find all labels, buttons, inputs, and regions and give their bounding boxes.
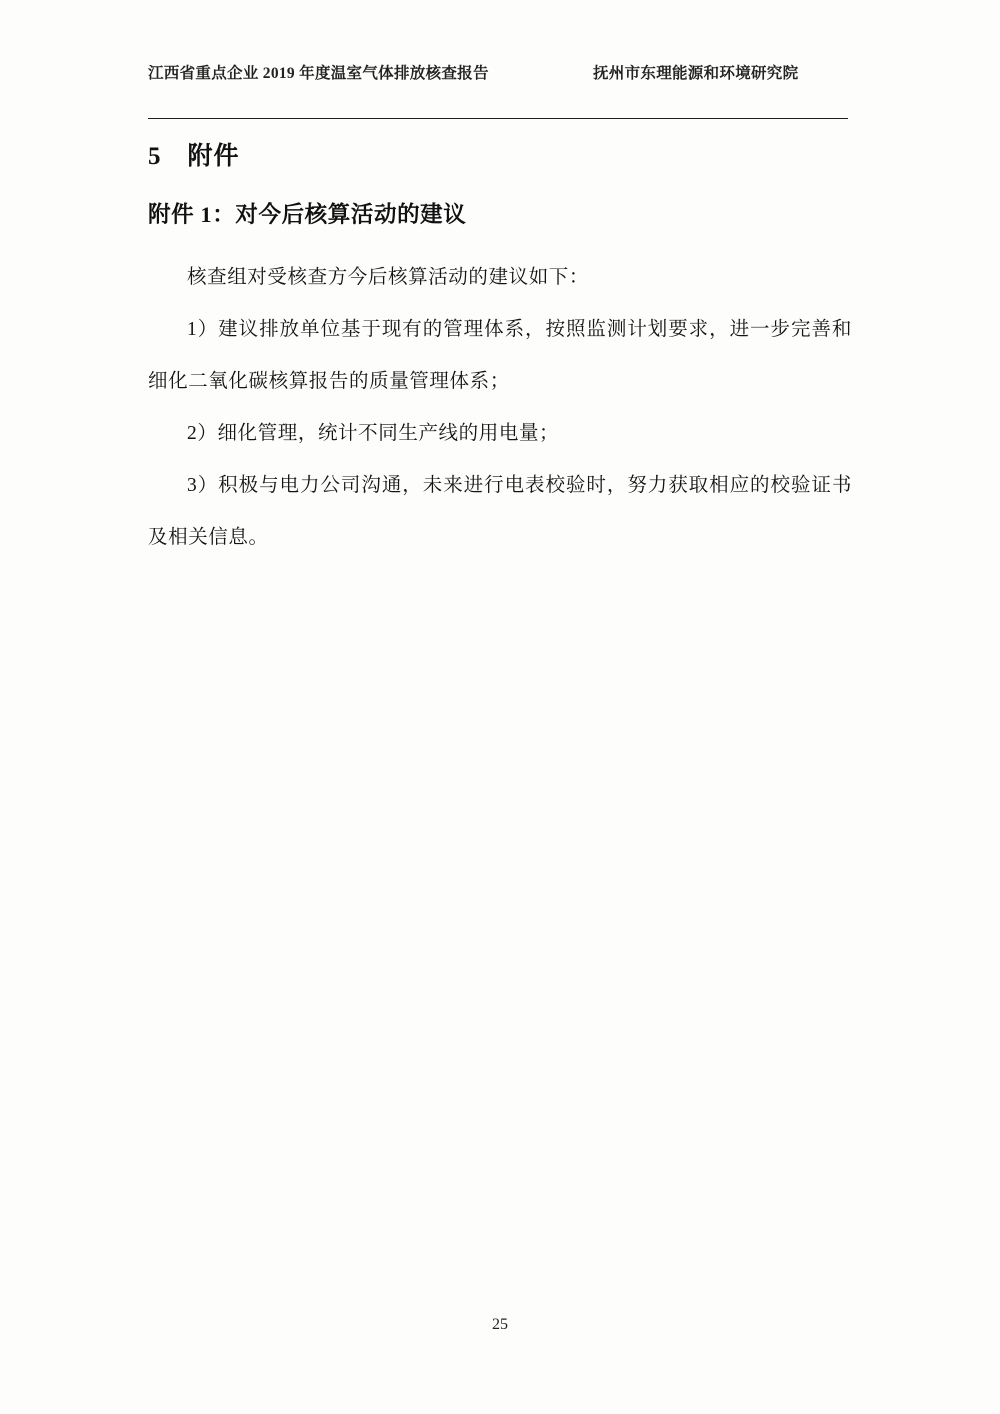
running-header: [148, 62, 848, 87]
paragraph-4: 3）积极与电力公司沟通，未来进行电表校验时，努力获取相应的校验证书及相关信息。: [148, 475, 852, 548]
paragraph-2: 1）建议排放单位基于现有的管理体系，按照监测计划要求，进一步完善和细化二氧化碳核算报告的质量管理体系；: [148, 319, 852, 392]
paragraph-3: 2）细化管理，统计不同生产线的用电量；: [187, 423, 560, 444]
body-text: [148, 252, 852, 564]
paragraph-1: 核查组对受核查方今后核算活动的建议如下：: [187, 267, 590, 288]
subsection-heading: 附件 1：对今后核算活动的建议: [148, 202, 467, 227]
header-left-text: 江西省重点企业 2019 年度温室气体排放核查报告: [148, 65, 489, 82]
section-heading: [148, 136, 240, 172]
section-title: 附件: [187, 143, 240, 170]
header-divider: [148, 118, 848, 119]
header-right-text: 抚州市东理能源和环境研究院: [593, 65, 799, 82]
section-number: 5: [148, 143, 162, 170]
page-number: 25: [492, 1316, 508, 1333]
